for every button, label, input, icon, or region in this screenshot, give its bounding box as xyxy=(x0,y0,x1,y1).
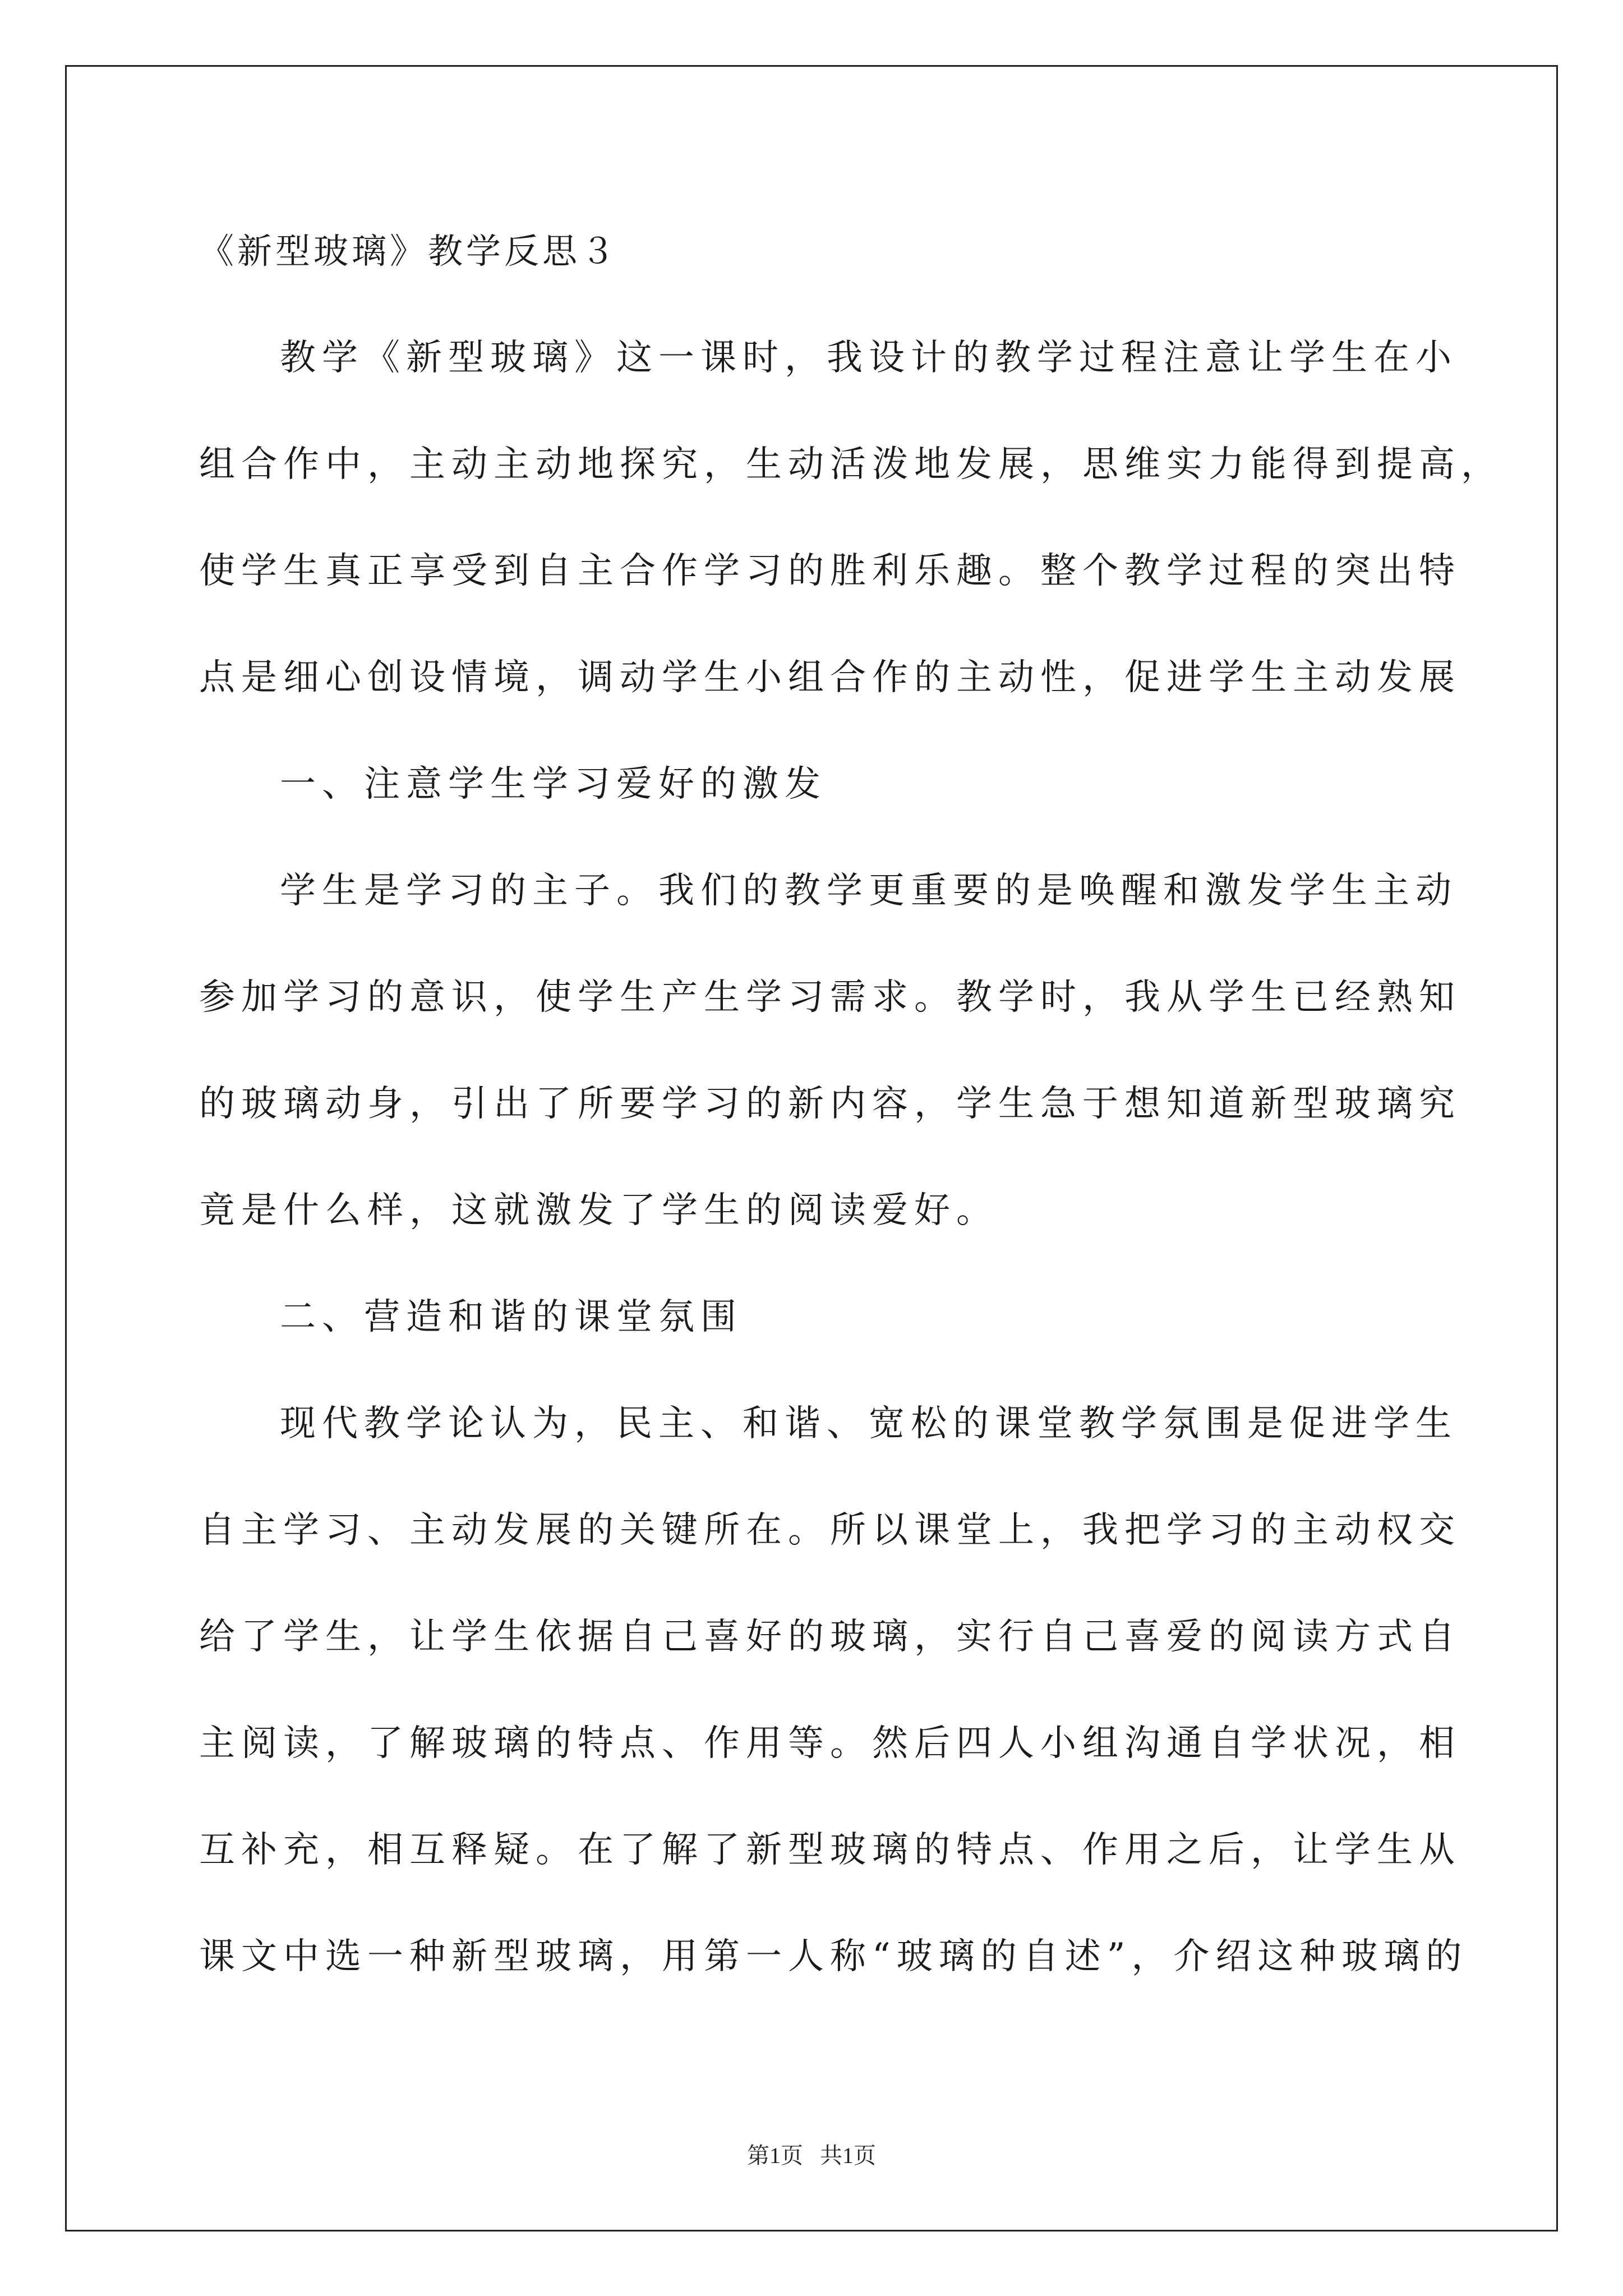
paragraph-line: 给了学生，让学生依据自己喜好的玻璃，实行自己喜爱的阅读方式自 xyxy=(199,1616,1461,1658)
paragraph-line: 教学《新型玻璃》这一课时，我设计的教学过程注意让学生在小 xyxy=(280,337,1458,379)
paragraph-line: 课文中选一种新型玻璃，用第一人称“玻璃的自述”，介绍这种玻璃的 xyxy=(199,1936,1468,1977)
paragraph-line: 现代教学论认为，民主、和谐、宽松的课堂教学氛围是促进学生 xyxy=(280,1403,1458,1444)
paragraph-line: 自主学习、主动发展的关键所在。所以课堂上，我把学习的主动权交 xyxy=(199,1510,1461,1551)
section-heading: 二、营造和谐的课堂氛围 xyxy=(280,1296,743,1338)
paragraph-line: 学生是学习的主子。我们的教学更重要的是唤醒和激发学生主动 xyxy=(280,870,1458,912)
section-heading: 一、注意学生学习爱好的激发 xyxy=(280,763,827,805)
paragraph-line: 组合作中，主动主动地探究，生动活泼地发展，思维实力能得到提高， xyxy=(199,444,1503,485)
document-title: 《新型玻璃》教学反思３ xyxy=(199,231,619,272)
paragraph-line: 的玻璃动身，引出了所要学习的新内容，学生急于想知道新型玻璃究 xyxy=(199,1083,1461,1125)
paragraph-line: 互补充，相互释疑。在了解了新型玻璃的特点、作用之后，让学生从 xyxy=(199,1829,1461,1871)
paragraph-line: 参加学习的意识，使学生产生学习需求。教学时，我从学生已经熟知 xyxy=(199,977,1461,1018)
paragraph-line: 主阅读，了解玻璃的特点、作用等。然后四人小组沟通自学状况，相 xyxy=(199,1723,1461,1764)
paragraph-line: 点是细心创设情境，调动学生小组合作的主动性，促进学生主动发展 xyxy=(199,657,1461,698)
paragraph-line: 使学生真正享受到自主合作学习的胜利乐趣。整个教学过程的突出特 xyxy=(199,550,1461,592)
paragraph-line: 竟是什么样，这就激发了学生的阅读爱好。 xyxy=(199,1190,998,1231)
page-indicator: 第1页 共1页 xyxy=(747,2143,876,2168)
